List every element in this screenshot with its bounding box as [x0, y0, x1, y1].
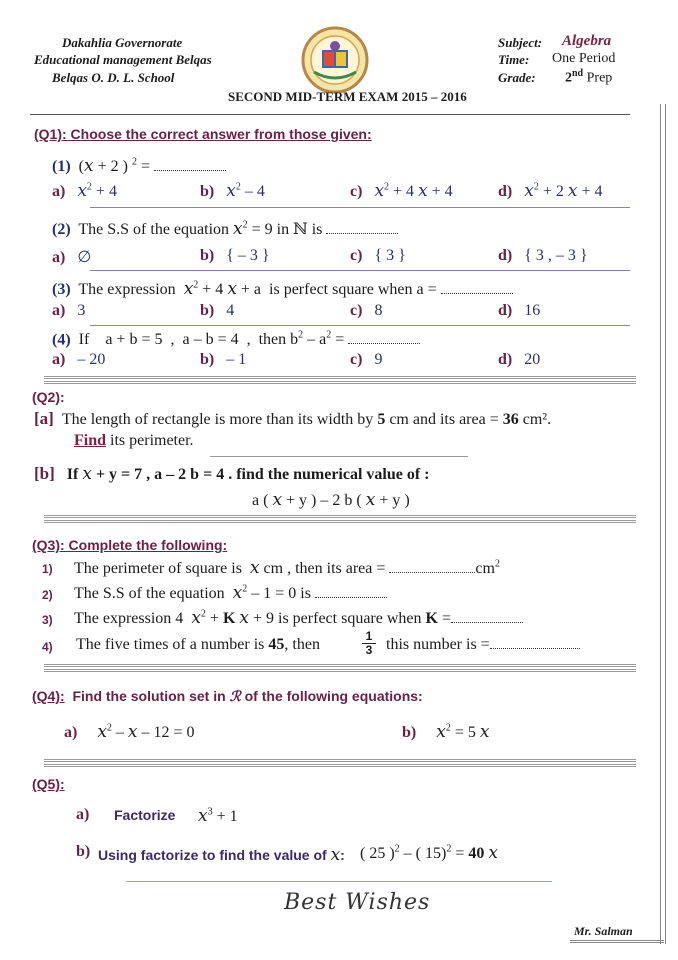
q1-divider-2	[90, 270, 630, 271]
section-divider-3	[44, 664, 636, 667]
q1-item-2-option-a[interactable]: a) ∅	[52, 249, 92, 266]
q5-part-b-text: Using factorize to find the value of x:	[98, 845, 345, 865]
q4-title: (Q4): Find the solution set in ℛ of the following equations:	[32, 688, 423, 705]
q1-item-4: (4) If a + b = 5 , a – b = 4 , then $b^2 - a^2$ =	[52, 330, 420, 349]
time-label: Time:	[498, 52, 530, 67]
q5-part-a: a)	[76, 806, 90, 823]
q1-item-3-option-b[interactable]: b) 4	[200, 302, 235, 319]
q1-item-1: (1) (x + 2 ) $^2$ =	[52, 156, 226, 176]
section-divider-2	[44, 515, 636, 518]
q3-title: (Q3): Complete the following:	[32, 537, 228, 553]
school-logo	[300, 26, 370, 94]
q2-title: (Q2):	[32, 389, 65, 405]
q1-divider-1	[90, 207, 630, 208]
q1-item-1-option-a[interactable]: a) $x^2 + 4$	[52, 181, 117, 201]
q1-item-4-option-d[interactable]: d) 20	[498, 351, 541, 368]
page-right-border	[660, 104, 666, 944]
q3-item-4-fraction: 1 3	[362, 630, 376, 657]
q3-item-4: The five times of a number is 45, then	[76, 636, 320, 653]
q4-part-b: b) $x^2 = 5$ x	[402, 722, 490, 742]
header-line-3: Belqas O. D. L. School	[52, 70, 175, 85]
subject-label: Subject:	[498, 35, 543, 50]
grade-value: 2nd Prep	[565, 68, 613, 86]
grade-label: Grade:	[498, 70, 536, 85]
q3-item-1-num: 1)	[42, 562, 53, 576]
q3-item-2: The S.S of the equation $x^2 - 1 = 0$ is	[74, 583, 387, 603]
header-line-2: Educational management Belqas	[34, 52, 212, 67]
q1-title: (Q1): Choose the correct answer from those given:	[34, 126, 372, 142]
q1-item-2-option-d[interactable]: d) { 3 , – 3 }	[498, 247, 588, 264]
q3-item-4-tail: this number is =	[386, 636, 580, 654]
header-line-1: Dakahlia Governorate	[62, 35, 183, 50]
q1-item-4-option-c[interactable]: c) 9	[350, 351, 383, 368]
section-divider-4	[44, 759, 636, 762]
time-value: One Period	[552, 51, 616, 66]
q2-part-a: [a] The length of rectangle is more than its width by 5 cm and its area = 36 cm².	[34, 409, 552, 428]
q5-part-b-expr: ( 25 )$^2$ – ( 15)$^2$ = 40 x	[360, 843, 498, 863]
q2-part-b-expression: a ( x + y ) – 2 b ( x + y )	[252, 490, 410, 510]
best-wishes-signature: Best Wishes	[284, 890, 431, 915]
q1-item-3-option-d[interactable]: d) 16	[498, 302, 541, 319]
q3-item-1: The perimeter of square is x cm , then its area = $cm^2$	[74, 558, 500, 578]
q1-item-3-option-c[interactable]: c) 8	[350, 302, 383, 319]
subject-value: Algebra	[562, 33, 612, 49]
q1-divider-3	[90, 325, 630, 326]
q5-part-a-expr: $x^3 + 1$	[198, 806, 238, 826]
section-divider-3b	[44, 669, 636, 672]
q1-item-1-option-c[interactable]: c) $x^2 + 4$ x + 4	[350, 181, 453, 201]
q3-item-4-num: 4)	[42, 640, 53, 654]
section-divider-4b	[44, 764, 636, 767]
q1-item-1-stem: (x + 2 ) $^2$ =	[78, 156, 154, 176]
q1-item-3-option-a[interactable]: a) 3	[52, 302, 86, 319]
q3-item-3-num: 3)	[42, 613, 53, 627]
exam-title: SECOND MID-TERM EXAM 2015 – 2016	[228, 89, 467, 104]
author-signature: Mr. Salman	[574, 924, 633, 938]
q4-part-a: a) $x^2 - x - 12 = 0$	[64, 722, 195, 742]
q5-part-b: b)	[76, 843, 91, 860]
q5-part-a-text: Factorize	[114, 807, 176, 823]
q1-item-1-option-d[interactable]: d) $x^2 + 2$ x + 4	[498, 181, 603, 201]
q1-item-2: (2) The S.S of the equation $x^2 = 9$ in ℕ is	[52, 219, 398, 239]
q1-item-4-option-a[interactable]: a) – 20	[52, 351, 106, 368]
section-divider-1b	[44, 381, 636, 384]
q2-divider	[210, 456, 468, 457]
q2-part-a-find: Find its perimeter.	[74, 432, 194, 449]
footer-corner-line	[570, 940, 664, 943]
q1-item-1-option-b[interactable]: b) $x^2 - 4$	[200, 181, 265, 201]
header-divider	[30, 114, 630, 115]
q1-item-4-option-b[interactable]: b) – 1	[200, 351, 247, 368]
q3-item-2-num: 2)	[42, 588, 53, 602]
q1-item-2-option-c[interactable]: c) { 3 }	[350, 247, 406, 264]
q1-item-2-option-b[interactable]: b) { – 3 }	[200, 247, 270, 264]
q1-item-3: (3) The expression $x^2 + 4$ x + a is perfect square when a =	[52, 279, 513, 299]
q3-item-3: The expression 4 $x^2 + K$ x + 9 is perfect square when K =	[74, 608, 523, 628]
q5-title: (Q5):	[32, 776, 65, 792]
section-divider-1	[44, 376, 636, 379]
q2-part-b: [b] If x + y = 7 , a – 2 b = 4 . find the numerical value of :	[34, 464, 430, 484]
section-divider-2b	[44, 520, 636, 523]
footer-divider	[126, 881, 552, 882]
